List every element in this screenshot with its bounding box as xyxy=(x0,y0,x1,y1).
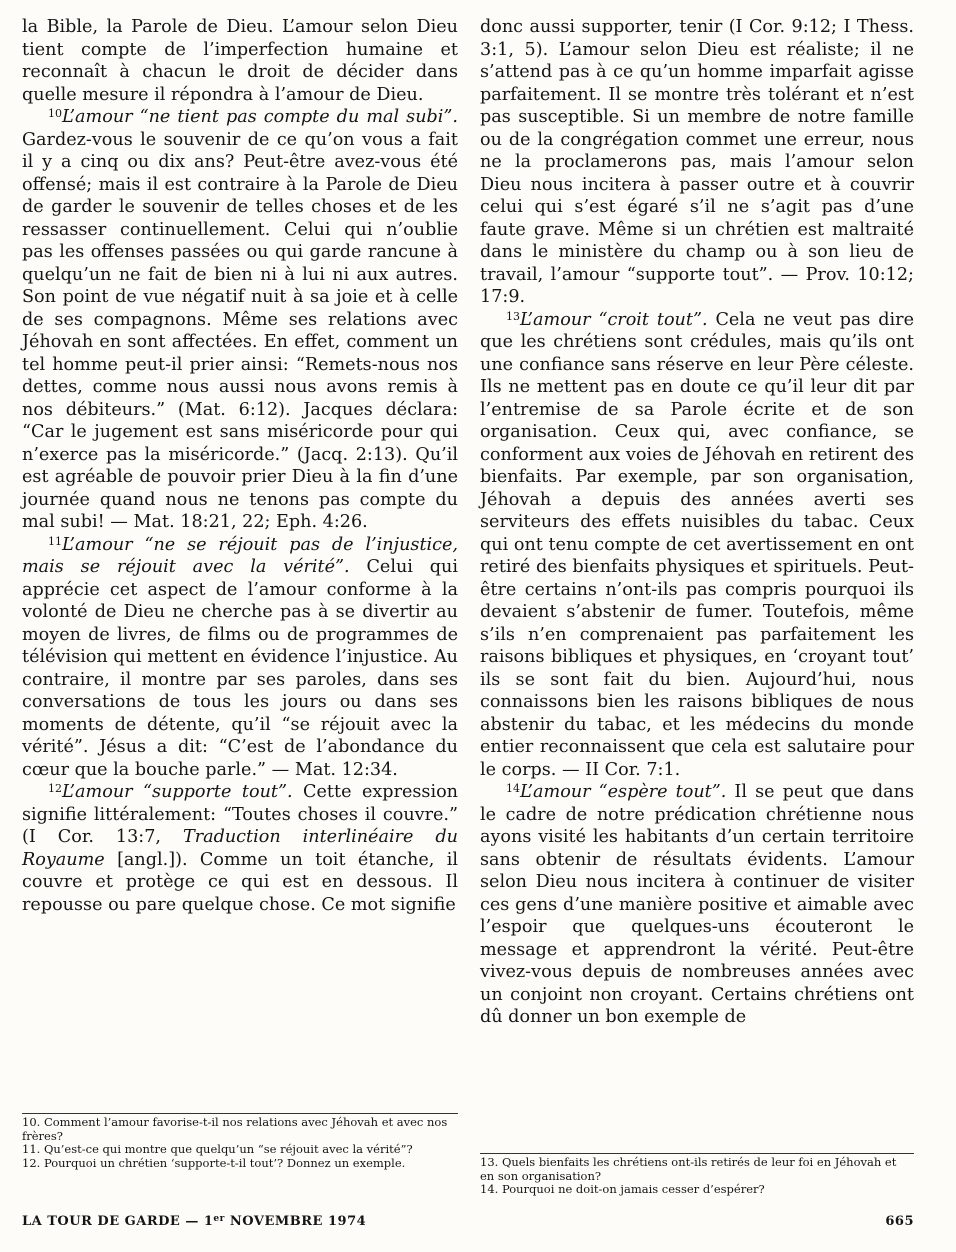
issue-day: 1 xyxy=(203,1214,214,1229)
paragraph-11 xyxy=(22,534,458,782)
paragraph-lead: L’amour “supporte tout”. xyxy=(62,782,293,802)
paragraph-text-end: [angl.]). Comme un toit étanche, il couvre et protège ce qui est en dessous. Il repousse ou pare quelque chose. Ce mot signifie xyxy=(22,849,458,915)
paragraph-9-continuation: la Bible, la Parole de Dieu. L’amour selon Dieu tient compte de l’imperfection humaine et reconnaît à chacun le droit de décider dans quelle mesure il répondra à l’amour de Dieu. xyxy=(22,17,458,105)
paragraph-13 xyxy=(480,309,914,782)
paragraph-text: Gardez-vous le souvenir de ce qu’on vous a fait il y a cinq ou dix ans? Peut-être avez-vous été offensé; mais il est contraire à la Parole de Dieu de garder le souvenir de telles choses et de les ressasser continuellement. Celui qui n’oublie pas les offenses passées ou qui garde rancune à quelqu’un ne fait de bien ni à lui ni aux autres. Son point de vue négatif nuit à sa joie et à celle de ses compagnons. Même ses relations avec Jéhovah en sont affectées. En effet, comment un tel homme peut-il prier ainsi: “Remets-nous nos dettes, comme nous aussi nous avons remis à nos débiteurs.” (Mat. 6:12). Jacques déclara: “Car le jugement est sans miséricorde pour qui n’exerce pas la miséricorde.” (Jacq. 2:13). Qu’il est agréable de pouvoir prier Dieu à la fin d’une journée quand nous ne tenons pas compte du mal subi! — Mat. 18:21, 22; Eph. 4:26. xyxy=(22,129,458,532)
issue-month-year: NOVEMBRE 1974 xyxy=(224,1214,367,1229)
paragraph-lead: L’amour “espère tout”. xyxy=(520,782,727,802)
footer-publication xyxy=(22,1214,366,1229)
study-questions-left xyxy=(22,1113,458,1170)
paragraph-text: Cette expression signifie littéralement: “Toutes choses il couvre.” (I Cor. 13:7, xyxy=(22,782,458,847)
paragraph-text: Celui qui apprécie cet aspect de l’amour conforme à la volonté de Dieu ne cherche pas à se divertir au moyen de livres, de films ou de programmes de télévision qui mettent en évidence l’injustice. Au contraire, il montre par ses paroles, dans ses conversations de tous les jours ou dans ses moments de détente, qu’il “se réjouit avec la vérité”. Jésus a dit: “C’est de l’abondance du cœur que la bouche parle.” — Mat. 12:34. xyxy=(22,557,458,780)
citation-title: Traduction interlinéaire du Royaume xyxy=(22,827,458,870)
paragraph-lead: L’amour “croit tout”. xyxy=(520,309,708,330)
study-question-10: 10. Comment l’amour favorise-t-il nos relations avec Jéhovah et avec nos frères? xyxy=(22,1115,448,1143)
paragraph-number: 13 xyxy=(506,309,520,323)
left-column xyxy=(22,16,458,916)
paragraph-12-continuation: donc aussi supporter, tenir (I Cor. 9:12; I Thess. 3:1, 5). L’amour selon Dieu est réaliste; il ne s’attend pas à ce qu’un homme imparfait agisse parfaitement. Il se montre très tolérant et n’est pas susceptible. Si un membre de notre famille ou de la congrégation commet une erreur, nous ne la proclamerons pas, mais l’amour selon Dieu nous incitera à passer outre et à couvrir celui qui s’est égaré s’il ne s’agit pas d’une faute grave. Même si un chrétien est maltraité dans le ministère du champ ou à son lieu de travail, l’amour “supporte tout”. — Prov. 10:12; 17:9. xyxy=(480,17,914,307)
paragraph-number: 12 xyxy=(48,782,62,795)
right-column xyxy=(480,16,914,1029)
paragraph-text: Cela ne veut pas dire que les chrétiens sont crédules, mais qu’ils ont une confiance sans réserve en leur Père céleste. Ils ne mettent pas en doute ce qu’il leur dit par l’entremise de sa Parole écrite et de son organisation. Ceux qui, avec confiance, se conforment aux voies de Jéhovah en retirent des bienfaits. Par exemple, par son organisation, Jéhovah a depuis des années averti ses serviteurs des effets nuisibles du tabac. Ceux qui ont tenu compte de cet avertissement en ont retiré des bienfaits physiques et spirituels. Peut-être certains n’ont-ils pas compris pourquoi ils devaient s’abstenir de fumer. Toutefois, même s’ils n’en comprenaient pas parfaitement les raisons bibliques et physiques, en ‘croyant tout’ ils se sont fait du bien. Aujourd’hui, nous connaissons bien les raisons bibliques de nous abstenir du tabac, et les médecins du monde entier reconnaissent que cela est salutaire pour le corps. — II Cor. 7:1. xyxy=(480,309,914,780)
study-question-14: 14. Pourquoi ne doit-on jamais cesser d’espérer? xyxy=(480,1182,765,1197)
study-question-11: 11. Qu’est-ce qui montre que quelqu’un “se réjouit avec la vérité”? xyxy=(22,1142,413,1157)
magazine-title: LA TOUR DE GARDE — xyxy=(22,1214,204,1229)
paragraph-12 xyxy=(22,781,458,916)
study-questions-right xyxy=(480,1153,914,1197)
paragraph-number: 10 xyxy=(48,107,62,120)
paragraph-text: Il se peut que dans le cadre de notre prédication chrétienne nous ayons visité les habitants d’un certain territoire sans obtenir de résultats évidents. L’amour selon Dieu nous incitera à continuer de visiter ces gens d’une manière positive et aimable avec l’espoir que quelques-uns écouteront le message et apprendront la vérité. Peut-être vivez-vous depuis de nombreuses années avec un conjoint non croyant. Certains chrétiens ont dû donner un bon exemple de xyxy=(480,782,914,1027)
paragraph-lead: L’amour “ne se réjouit pas de l’injustice, mais se réjouit avec la vérité”. xyxy=(22,534,458,577)
paragraph-lead: L’amour “ne tient pas compte du mal subi”. xyxy=(62,107,458,127)
page-number: 665 xyxy=(885,1214,914,1229)
paragraph-number: 14 xyxy=(506,782,520,795)
paragraph-14 xyxy=(480,781,914,1029)
study-question-12: 12. Pourquoi un chrétien ‘supporte-t-il tout’? Donnez un exemple. xyxy=(22,1155,406,1170)
paragraph-10 xyxy=(22,106,458,534)
issue-day-suffix: er xyxy=(213,1214,225,1224)
study-question-13: 13. Quels bienfaits les chrétiens ont-ils retirés de leur foi en Jéhovah et en son organisation? xyxy=(480,1155,897,1183)
paragraph-number: 11 xyxy=(48,534,62,548)
